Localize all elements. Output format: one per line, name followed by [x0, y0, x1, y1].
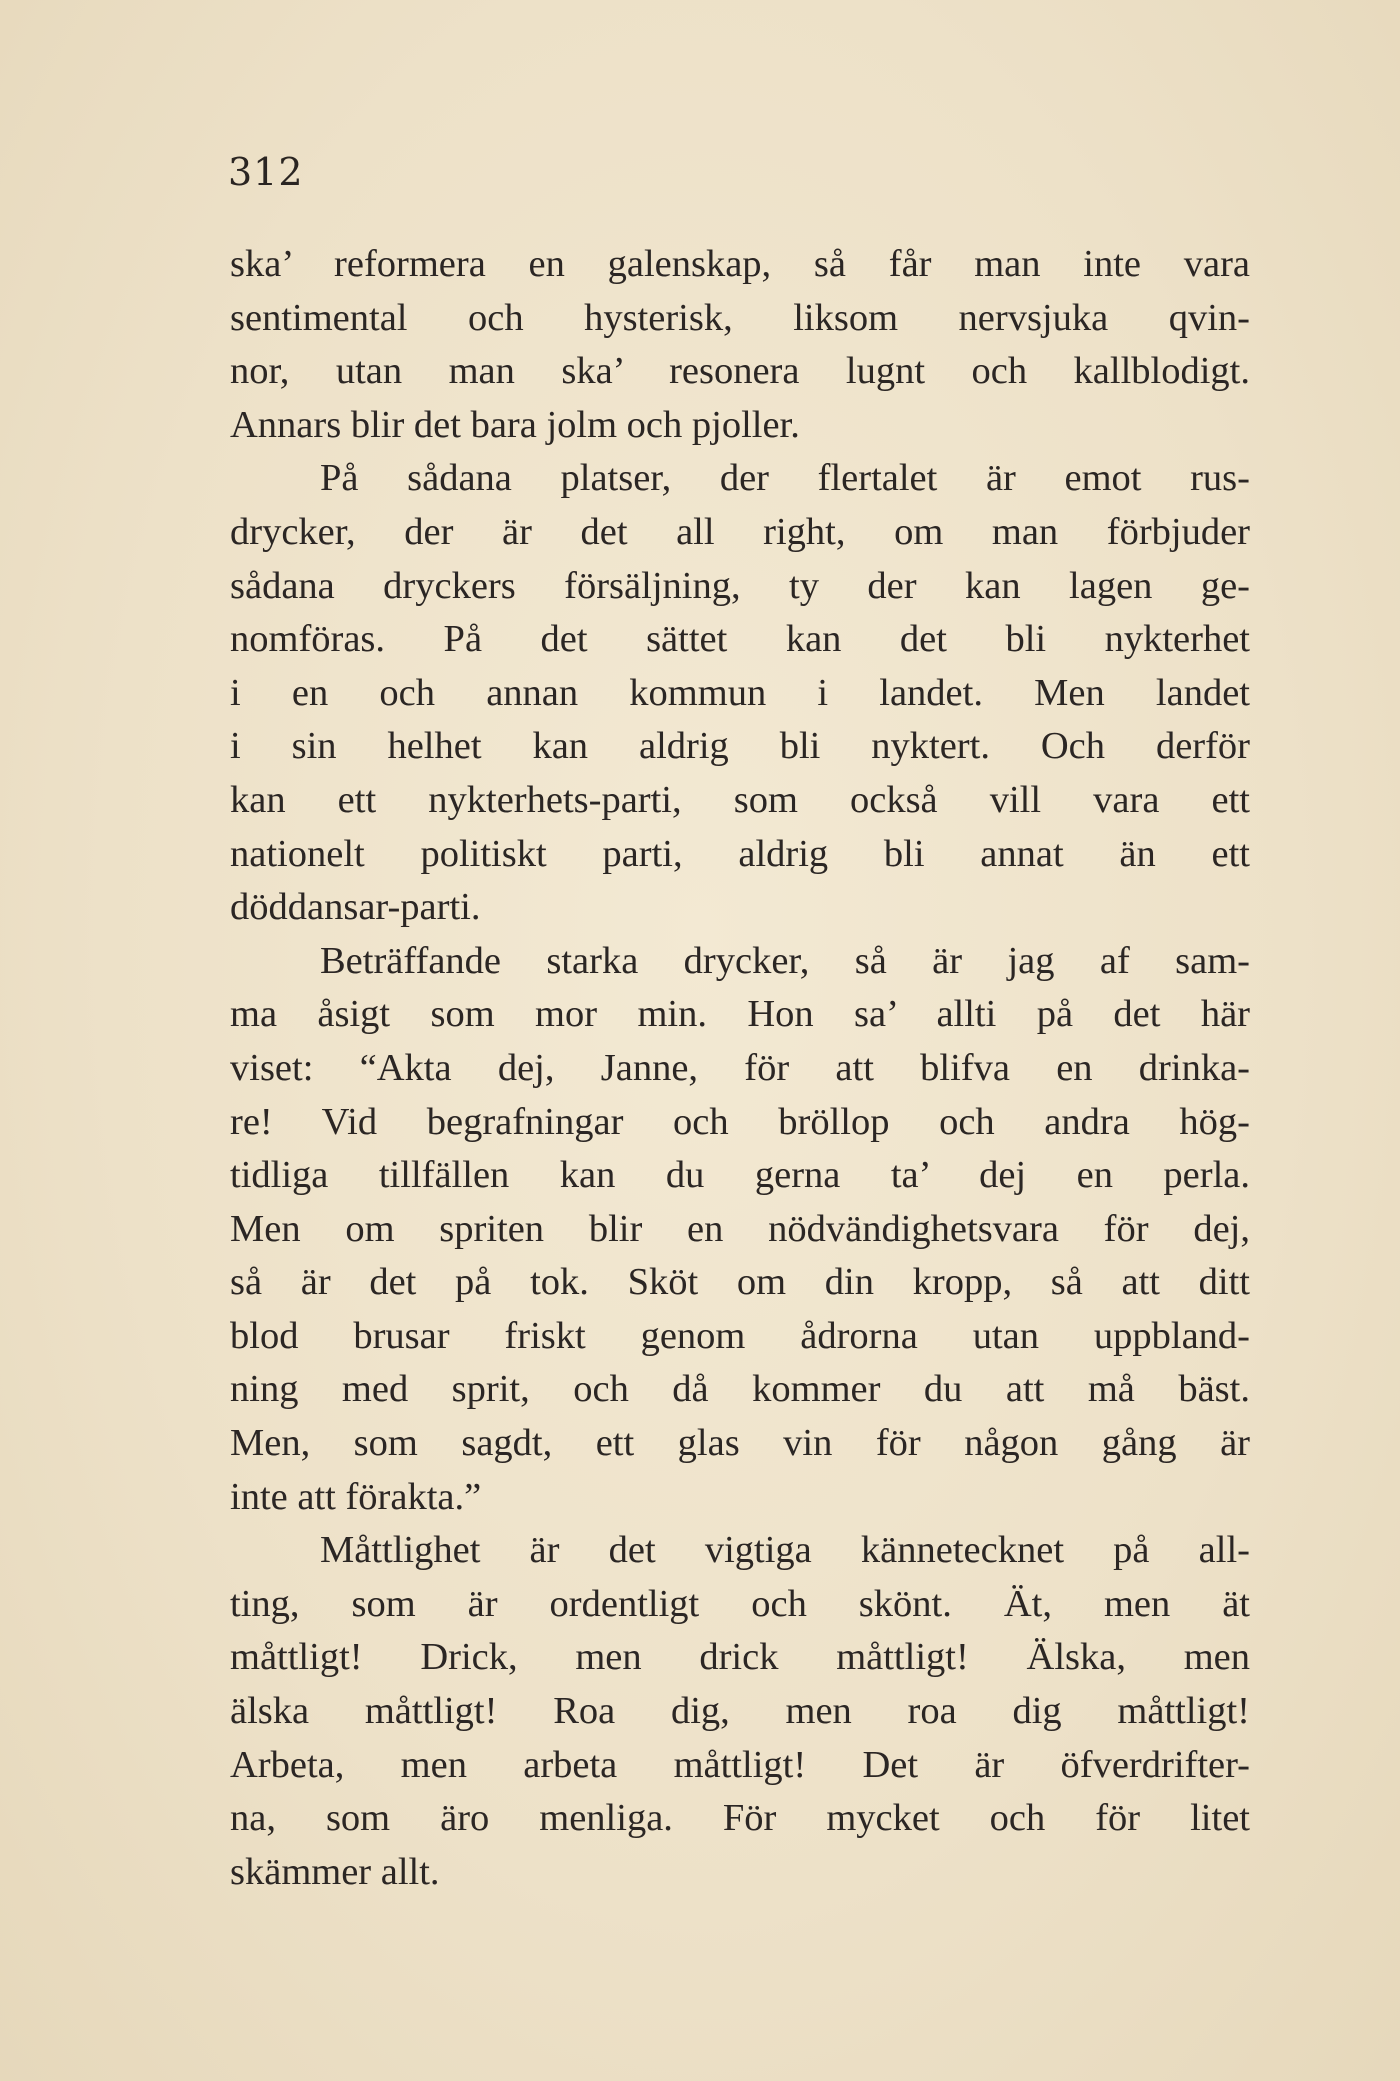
- text-line: ting, som är ordentligt och skönt. Ät, men ät: [230, 1582, 1250, 1625]
- text-line: måttligt! Drick, men drick måttligt! Älska, men: [230, 1636, 1250, 1679]
- text-line: nomföras. På det sättet kan det bli nykterhet: [230, 618, 1250, 661]
- text-line: i sin helhet kan aldrig bli nyktert. Och derför: [230, 725, 1250, 768]
- page-number: 312: [228, 150, 304, 194]
- text-line: re! Vid begrafningar och bröllop och andra hög-: [230, 1100, 1250, 1143]
- text-line: ska’ reformera en galenskap, så får man inte vara: [230, 243, 1250, 285]
- text-line: sådana dryckers försäljning, ty der kan lagen ge-: [230, 564, 1250, 607]
- text-line: så är det på tok. Sköt om din kropp, så att ditt: [230, 1261, 1250, 1304]
- text-line: viset: “Akta dej, Janne, för att blifva en drinka-: [230, 1046, 1250, 1089]
- text-line: nor, utan man ska’ resonera lugnt och kallblodigt.: [230, 350, 1250, 393]
- text-line: Men om spriten blir en nödvändighetsvara för dej,: [230, 1207, 1250, 1250]
- paragraph-2: [230, 452, 1250, 934]
- text-line: i en och annan kommun i landet. Men landet: [230, 671, 1250, 714]
- text-line: ma åsigt som mor min. Hon sa’ allti på det här: [230, 993, 1250, 1036]
- paragraph-1: [230, 238, 1250, 452]
- text-line: Arbeta, men arbeta måttligt! Det är öfverdrifter-: [230, 1743, 1250, 1786]
- text-line: inte att förakta.”: [230, 1475, 482, 1518]
- text-line: sentimental och hysterisk, liksom nervsjuka qvin-: [230, 296, 1250, 339]
- text-line: na, som äro menliga. För mycket och för litet: [230, 1797, 1250, 1840]
- text-line: ning med sprit, och då kommer du att må bäst.: [230, 1368, 1250, 1411]
- text-line: döddansar-parti.: [230, 886, 481, 929]
- text-line: kan ett nykterhets-parti, som också vill vara ett: [230, 778, 1250, 821]
- text-line: skämmer allt.: [230, 1850, 440, 1893]
- text-line: älska måttligt! Roa dig, men roa dig måttligt!: [230, 1690, 1250, 1733]
- text-line: blod brusar friskt genom ådrorna utan uppbland-: [230, 1314, 1250, 1357]
- text-line: På sådana platser, der flertalet är emot rus-: [320, 457, 1250, 500]
- text-line: Annars blir det bara jolm och pjoller.: [230, 403, 800, 446]
- text-line: Men, som sagdt, ett glas vin för någon gång är: [230, 1422, 1250, 1465]
- text-line: nationelt politiskt parti, aldrig bli annat än ett: [230, 832, 1250, 875]
- text-line: Måttlighet är det vigtiga kännetecknet på all-: [320, 1529, 1250, 1572]
- text-line: drycker, der är det all right, om man förbjuder: [230, 510, 1250, 553]
- body-text: [230, 238, 1250, 1899]
- text-line: Beträffande starka drycker, så är jag af sam-: [320, 939, 1250, 982]
- paragraph-3: [230, 935, 1250, 1525]
- paragraph-4: [230, 1524, 1250, 1899]
- text-line: tidliga tillfällen kan du gerna ta’ dej en perla.: [230, 1154, 1250, 1197]
